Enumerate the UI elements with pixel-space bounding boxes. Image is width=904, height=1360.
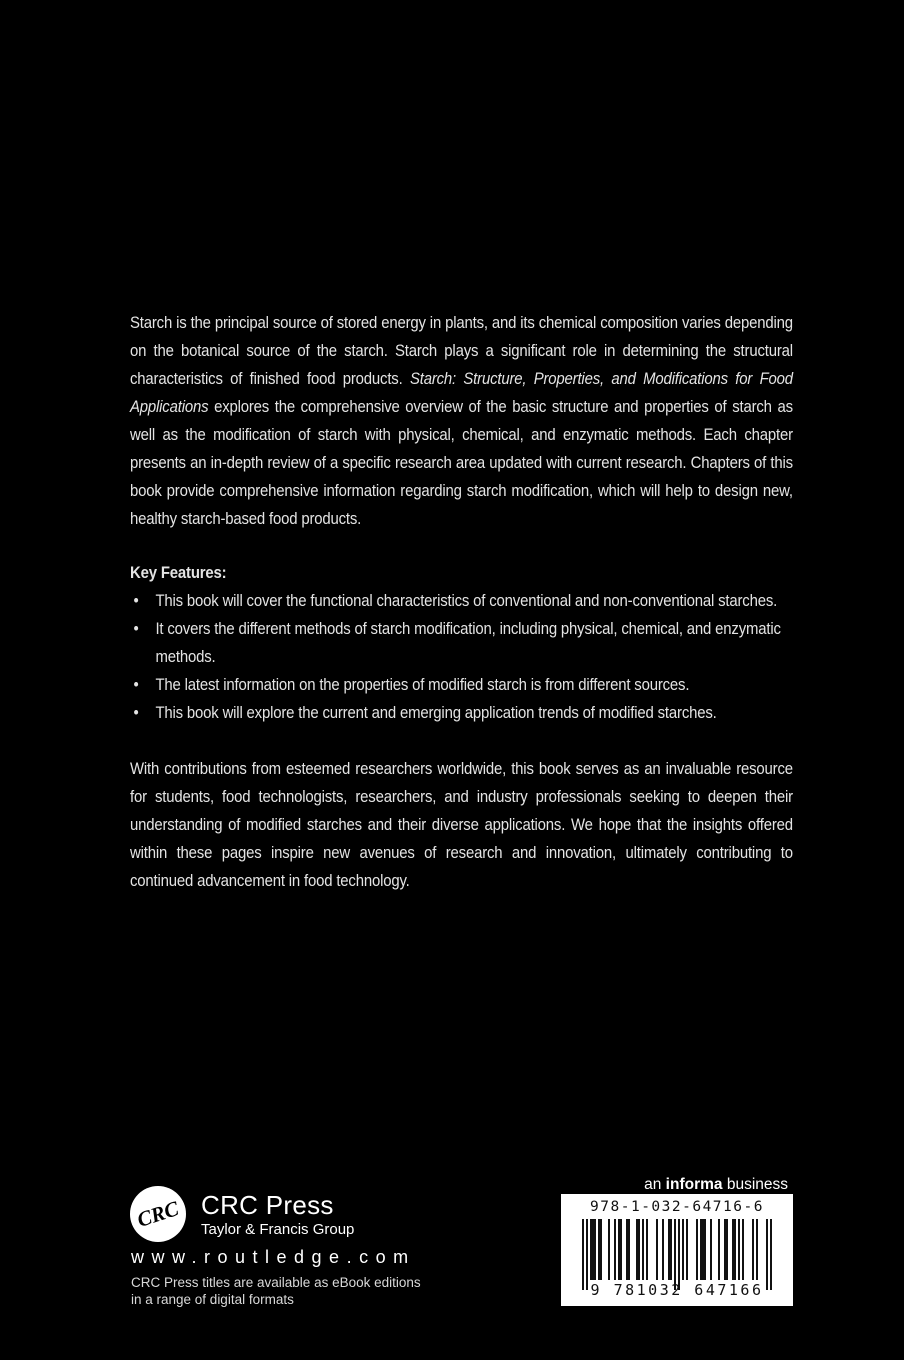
bullet-icon: • [133, 703, 139, 722]
book-title-italic: Starch: Structure, Properties, and Modifications for Food Applications [130, 369, 793, 416]
synopsis-paragraph [130, 309, 793, 533]
crc-monogram: CRC [134, 1195, 182, 1232]
synopsis-part2: explores the comprehensive overview of the basic structure and properties of starch as well as the modification of starch with physical, chemical, and enzymatic methods. Each chapter presents an in-depth review of a specific research area updated with current research. Chapters of this book provide comprehensive information regarding starch modification, which will help to design new, healthy starch-based food products. [130, 397, 793, 528]
isbn-barcode [561, 1194, 793, 1306]
isbn-number: 978-1-032-64716-6 [590, 1199, 764, 1215]
key-feature-text: This book will explore the current and emerging application trends of modified starches. [155, 703, 717, 722]
ebook-note-line1: CRC Press titles are available as eBook editions [131, 1275, 421, 1290]
publisher-website: www.routledge.com [131, 1247, 416, 1267]
crc-logo-icon [130, 1186, 186, 1242]
back-cover-text-column [130, 309, 793, 895]
ebook-note-line2: in a range of digital formats [131, 1291, 294, 1307]
key-feature-text: The latest information on the properties of modified starch is from different sources. [155, 675, 690, 694]
informa-tagline [644, 1176, 788, 1194]
ebook-availability-note [131, 1275, 421, 1308]
key-feature-item [130, 615, 793, 671]
key-features-heading: Key Features: [130, 563, 227, 582]
informa-prefix: an [644, 1176, 666, 1193]
closing-paragraph: With contributions from esteemed researchers worldwide, this book serves as an invaluable resource for students, food technologists, researchers, and industry professionals seeking to deepen their understanding of modified starches and their diverse applications. We hope that the insights offered within these pages inspire new avenues of research and innovation, ultimately contributing to continued advancement in food technology. [130, 759, 793, 890]
bullet-icon: • [133, 619, 139, 638]
informa-suffix: business [722, 1176, 788, 1193]
key-feature-text: It covers the different methods of starch modification, including physical, chemical, and enzymatic methods. [155, 619, 781, 666]
key-features-list [130, 587, 793, 727]
key-feature-item [130, 671, 793, 699]
key-feature-item [130, 587, 793, 615]
synopsis-part1: Starch is the principal source of stored energy in plants, and its chemical composition varies depending on the botanical source of the starch. Starch plays a significant role in determining the structural characteristics of finished food products. [130, 313, 793, 388]
informa-brand: informa [665, 1176, 723, 1193]
publisher-names [201, 1191, 354, 1238]
publisher-name: CRC Press [201, 1189, 334, 1220]
publisher-group: Taylor & Francis Group [201, 1220, 355, 1238]
publisher-logo-block [130, 1186, 354, 1242]
bullet-icon: • [133, 675, 139, 694]
barcode-bars [582, 1219, 772, 1290]
key-feature-item [130, 699, 793, 727]
bullet-icon: • [133, 591, 139, 610]
barcode-digits: 9 781032 647166 [590, 1281, 764, 1299]
key-feature-text: This book will cover the functional characteristics of conventional and non-conventional starches. [155, 591, 778, 610]
